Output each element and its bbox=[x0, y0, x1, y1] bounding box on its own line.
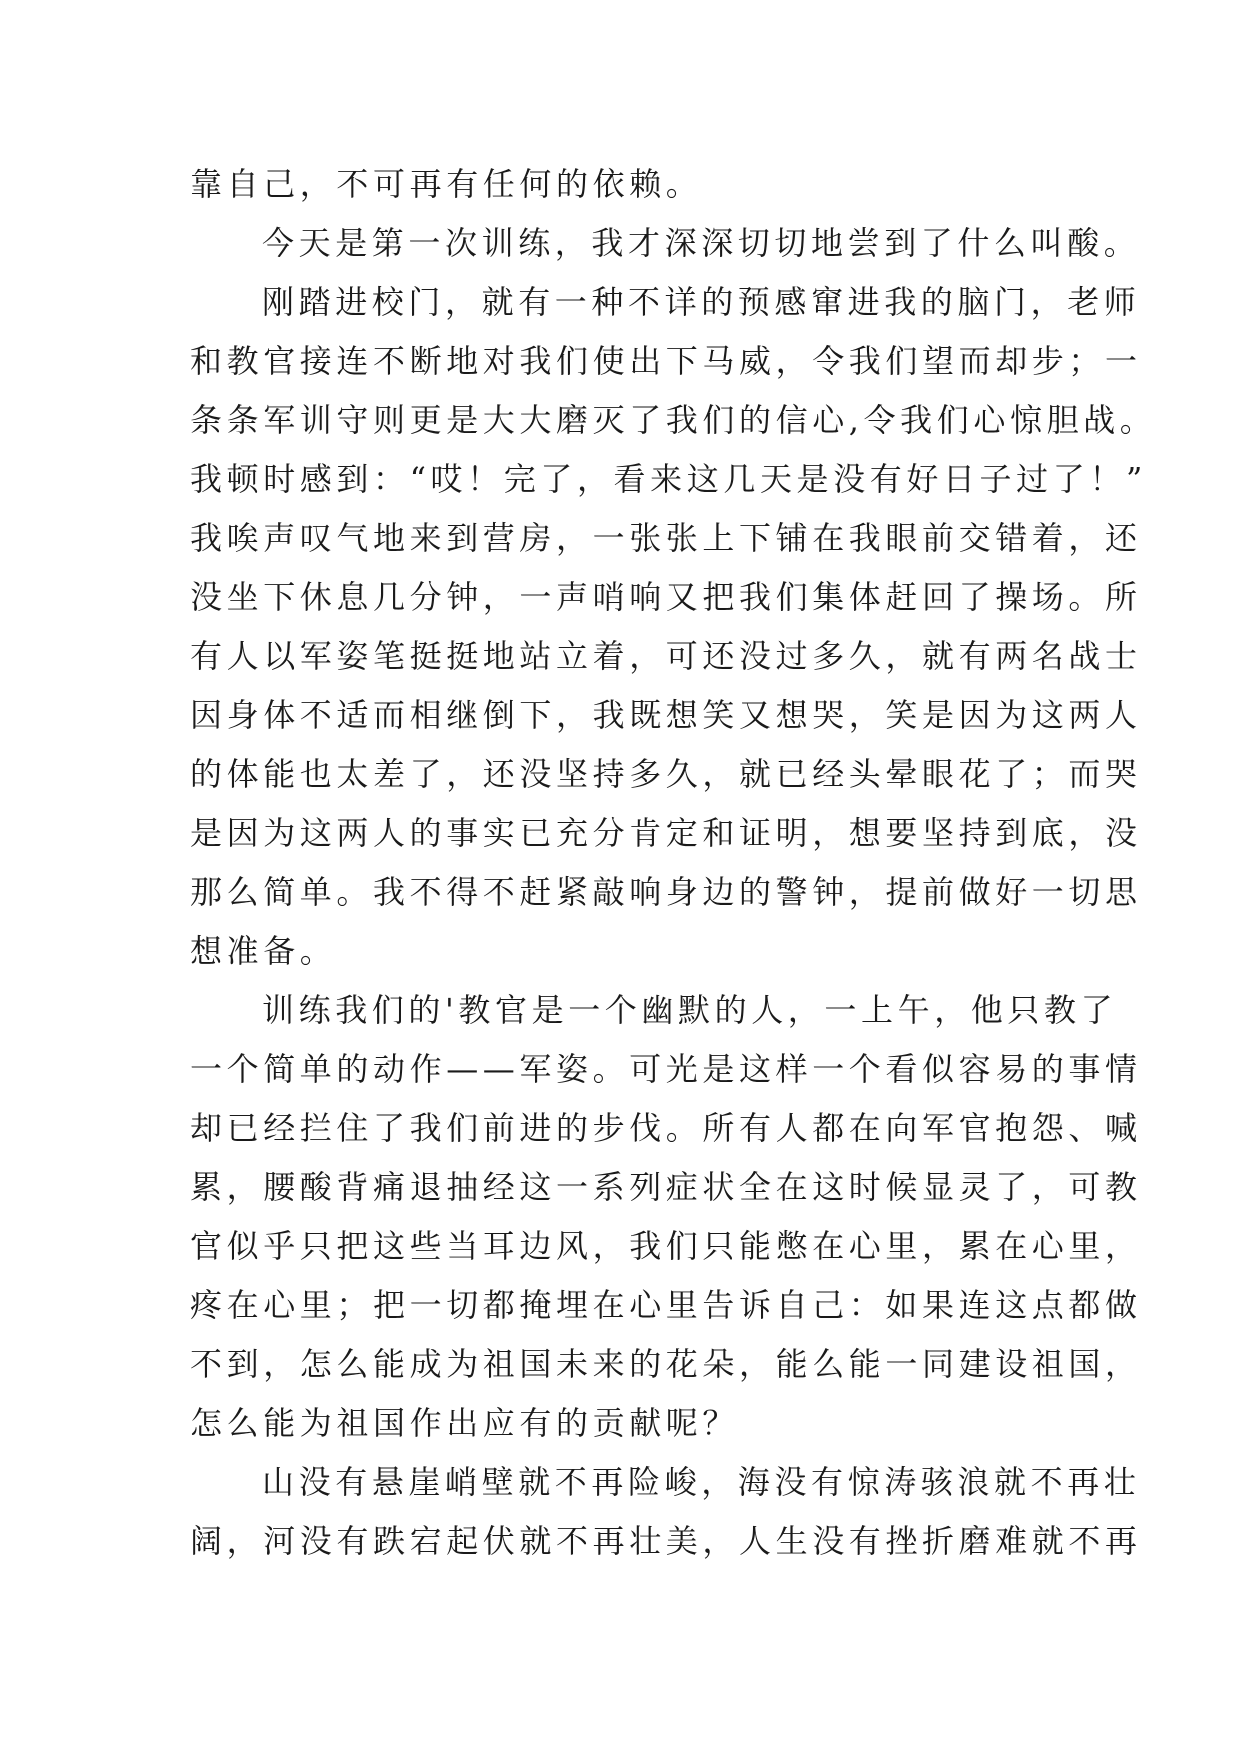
paragraph-first-line: 山没有悬崖峭壁就不再险峻，海没有惊涛骇浪就不再壮 bbox=[262, 1463, 1141, 1501]
text-line: 条条军训守则更是大大磨灭了我们的信心,令我们心惊胆战。 bbox=[190, 401, 1157, 439]
text-line: 靠自己，不可再有任何的依赖。 bbox=[190, 165, 703, 203]
text-line: 阔，河没有跌宕起伏就不再壮美，人生没有挫折磨难就不再 bbox=[190, 1522, 1142, 1560]
text-line: 那么简单。我不得不赶紧敲响身边的警钟，提前做好一切思 bbox=[190, 873, 1142, 911]
text-line: 不到，怎么能成为祖国未来的花朵，能么能一同建设祖国， bbox=[190, 1345, 1142, 1383]
text-line: 有人以军姿笔挺挺地站立着，可还没过多久，就有两名战士 bbox=[190, 637, 1142, 675]
text-line: 因身体不适而相继倒下，我既想笑又想哭，笑是因为这两人 bbox=[190, 696, 1142, 734]
text-line: 官似乎只把这些当耳边风，我们只能憋在心里，累在心里， bbox=[190, 1227, 1142, 1265]
text-line: 却已经拦住了我们前进的步伐。所有人都在向军官抱怨、喊 bbox=[190, 1109, 1142, 1147]
paragraph-first-line: 今天是第一次训练，我才深深切切地尝到了什么叫酸。 bbox=[262, 224, 1141, 262]
text-line: 是因为这两人的事实已充分肯定和证明，想要坚持到底，没 bbox=[190, 814, 1142, 852]
text-line: 一个简单的动作——军姿。可光是这样一个看似容易的事情 bbox=[190, 1050, 1142, 1088]
text-line: 我顿时感到：“哎！完了，看来这几天是没有好日子过了！” bbox=[190, 460, 1147, 498]
text-line: 没坐下休息几分钟，一声哨响又把我们集体赶回了操场。所 bbox=[190, 578, 1142, 616]
text-line: 怎么能为祖国作出应有的贡献呢？ bbox=[190, 1404, 740, 1442]
text-line: 疼在心里；把一切都掩埋在心里告诉自己：如果连这点都做 bbox=[190, 1286, 1142, 1324]
paragraph-first-line: 刚踏进校门，就有一种不详的预感窜进我的脑门，老师 bbox=[262, 283, 1141, 321]
text-line: 我唉声叹气地来到营房，一张张上下铺在我眼前交错着，还 bbox=[190, 519, 1142, 557]
body-text bbox=[190, 155, 1157, 1571]
text-line: 想准备。 bbox=[190, 932, 337, 970]
paragraph-first-line: 训练我们的'教官是一个幽默的人，一上午，他只教了 bbox=[262, 991, 1118, 1029]
text-line: 和教官接连不断地对我们使出下马威，令我们望而却步；一 bbox=[190, 342, 1142, 380]
text-line: 的体能也太差了，还没坚持多久，就已经头晕眼花了；而哭 bbox=[190, 755, 1142, 793]
text-line: 累，腰酸背痛退抽经这一系列症状全在这时候显灵了，可教 bbox=[190, 1168, 1142, 1206]
